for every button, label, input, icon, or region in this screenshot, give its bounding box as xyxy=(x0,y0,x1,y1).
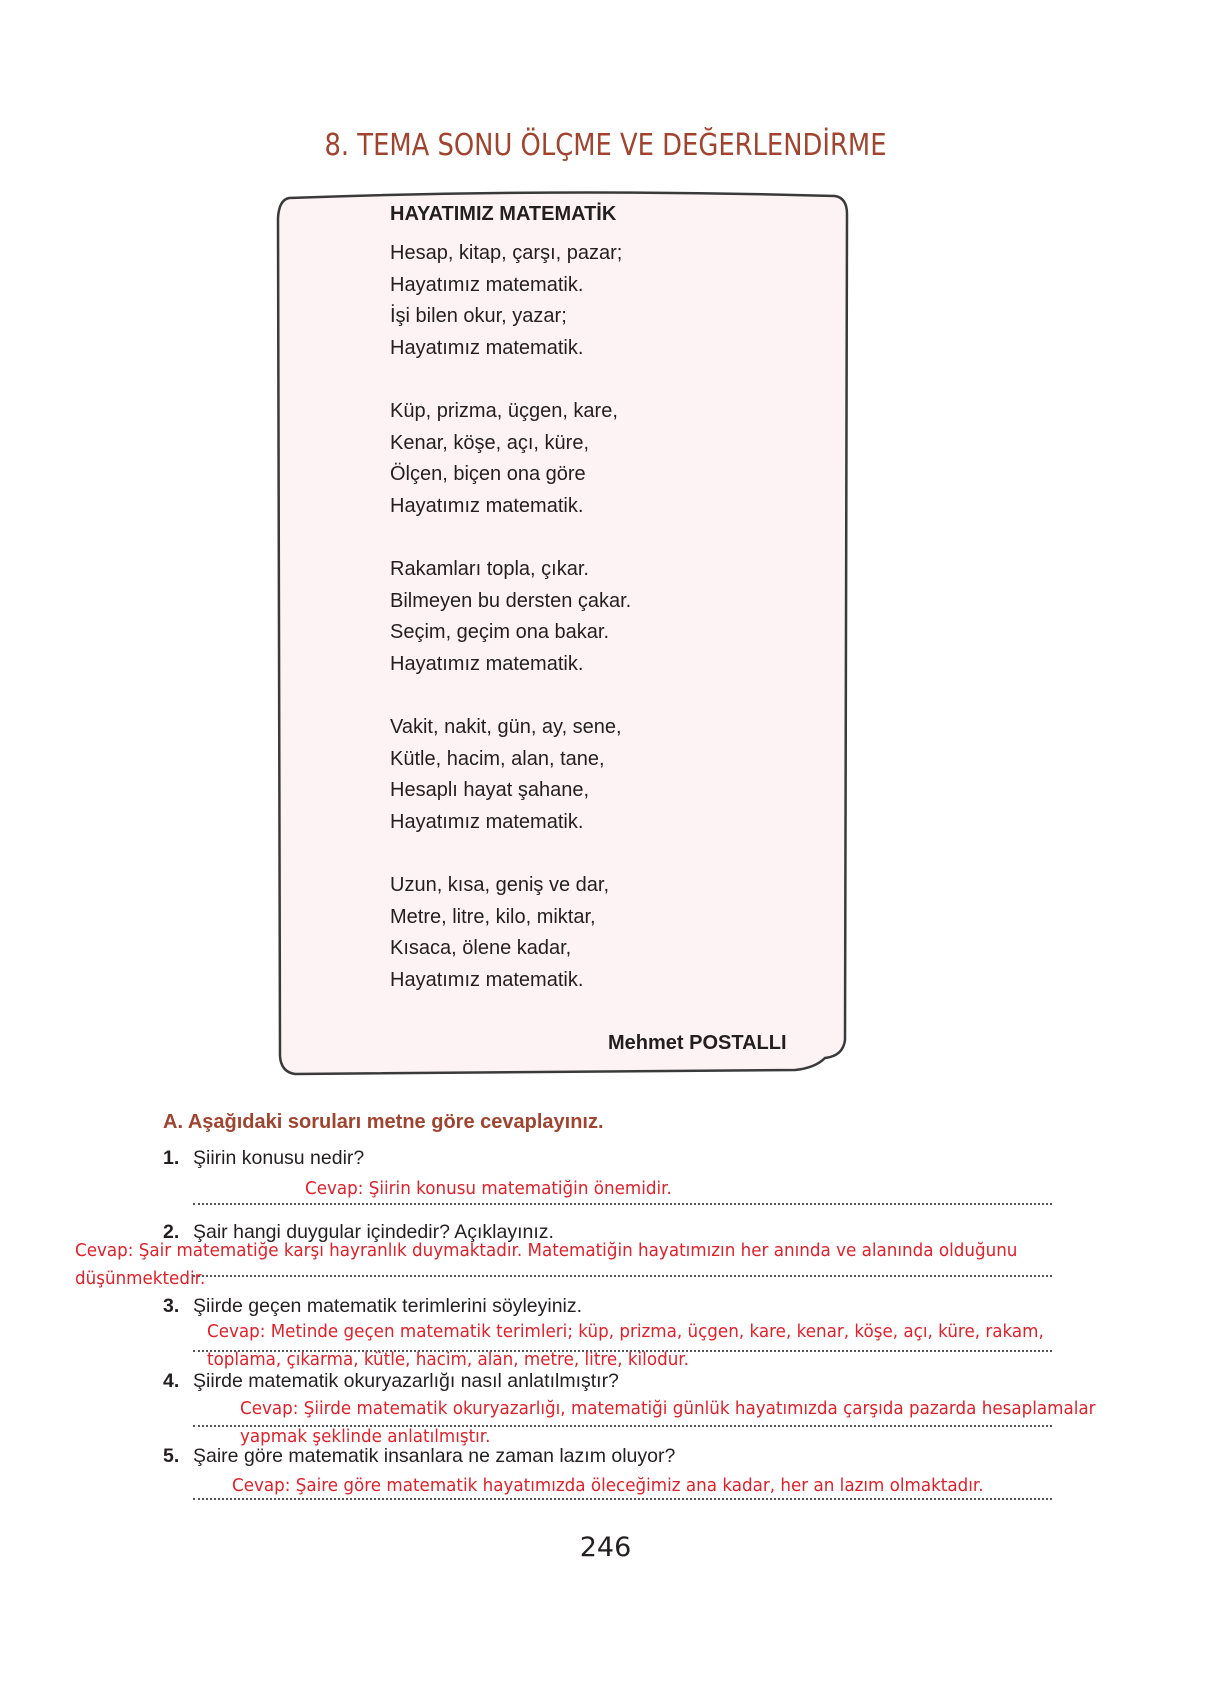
question-text: Şiirde matematik okuryazarlığı nasıl anlatılmıştır? xyxy=(193,1370,619,1392)
poem-line: Ölçen, biçen ona göre xyxy=(390,463,586,486)
answer-text: Cevap: Metinde geçen matematik terimleri; küp, prizma, üçgen, kare, kenar, köşe, açı, küre, rakam, xyxy=(207,1321,1044,1342)
question-text: Şiirin konusu nedir? xyxy=(193,1147,365,1169)
poem-line: Uzun, kısa, geniş ve dar, xyxy=(390,874,610,896)
poem-line: Hayatımız matematik. xyxy=(390,336,584,359)
poem-line: Vakit, nakit, gün, ay, sene, xyxy=(390,716,622,738)
question-number: 1. xyxy=(163,1147,180,1169)
answer-text: Cevap: Şiirin konusu matematiğin önemidir. xyxy=(305,1178,672,1199)
poem-line: Kenar, köşe, açı, küre, xyxy=(390,431,589,454)
page-title: 8. TEMA SONU ÖLÇME VE DEĞERLENDİRME xyxy=(324,128,887,163)
poem-line: Hayatımız matematik. xyxy=(390,810,584,833)
poem-line: Hayatımız matematik. xyxy=(390,494,584,517)
poem-line: Hayatımız matematik. xyxy=(390,968,584,991)
question-text: Şaire göre matematik insanlara ne zaman lazım oluyor? xyxy=(193,1445,676,1467)
answer-line[interactable] xyxy=(193,1203,1052,1205)
answer-text: Cevap: Şiirde matematik okuryazarlığı, matematiği günlük hayatımızda çarşıda pazarda hesaplamalar xyxy=(240,1398,1096,1419)
question-text: Şair hangi duygular içindedir? Açıklayınız. xyxy=(193,1221,554,1243)
poem-line: Hayatımız matematik. xyxy=(390,652,584,675)
poem-line: Hesap, kitap, çarşı, pazar; xyxy=(390,242,623,264)
answer-text: Cevap: Şaire göre matematik hayatımızda öleceğimiz ana kadar, her an lazım olmaktadır. xyxy=(232,1475,984,1496)
poem-line: Bilmeyen bu dersten çakar. xyxy=(390,589,632,612)
answer-line[interactable] xyxy=(193,1498,1052,1500)
poem-line: Hayatımız matematik. xyxy=(390,273,584,296)
question-4 xyxy=(163,1370,619,1393)
question-1 xyxy=(163,1147,364,1170)
question-number: 5. xyxy=(163,1445,180,1467)
question-number: 4. xyxy=(163,1370,180,1392)
question-text: Şiirde geçen matematik terimlerini söyleyiniz. xyxy=(193,1295,583,1317)
poem-line: Küp, prizma, üçgen, kare, xyxy=(390,400,618,422)
page-number: 246 xyxy=(579,1532,632,1563)
answer-text: yapmak şeklinde anlatılmıştır. xyxy=(240,1426,491,1447)
answer-text: düşünmektedir. xyxy=(75,1268,206,1289)
poem-line: Seçim, geçim ona bakar. xyxy=(390,621,609,644)
poem-line: Rakamları topla, çıkar. xyxy=(390,558,589,580)
poem-line: Kütle, hacim, alan, tane, xyxy=(390,747,605,770)
poem-line: Hesaplı hayat şahane, xyxy=(390,779,590,802)
poem-author: Mehmet POSTALLI xyxy=(608,1032,787,1054)
poem-line: Metre, litre, kilo, miktar, xyxy=(390,905,596,928)
answer-line[interactable] xyxy=(193,1275,1052,1277)
question-3 xyxy=(163,1295,582,1318)
answer-text: toplama, çıkarma, kütle, hacim, alan, metre, litre, kilodur. xyxy=(207,1349,689,1370)
question-number: 2. xyxy=(163,1221,180,1243)
poem-title: HAYATIMIZ MATEMATİK xyxy=(390,203,617,225)
section-heading: A. Aşağıdaki soruları metne göre cevaplayınız. xyxy=(163,1111,604,1133)
poem-line: İşi bilen okur, yazar; xyxy=(390,305,567,328)
question-5 xyxy=(163,1445,675,1468)
question-number: 3. xyxy=(163,1295,180,1317)
poem-line: Kısaca, ölene kadar, xyxy=(390,937,572,960)
answer-text: Cevap: Şair matematiğe karşı hayranlık duymaktadır. Matematiğin hayatımızın her anında ve alanında olduğunu xyxy=(75,1240,1018,1261)
